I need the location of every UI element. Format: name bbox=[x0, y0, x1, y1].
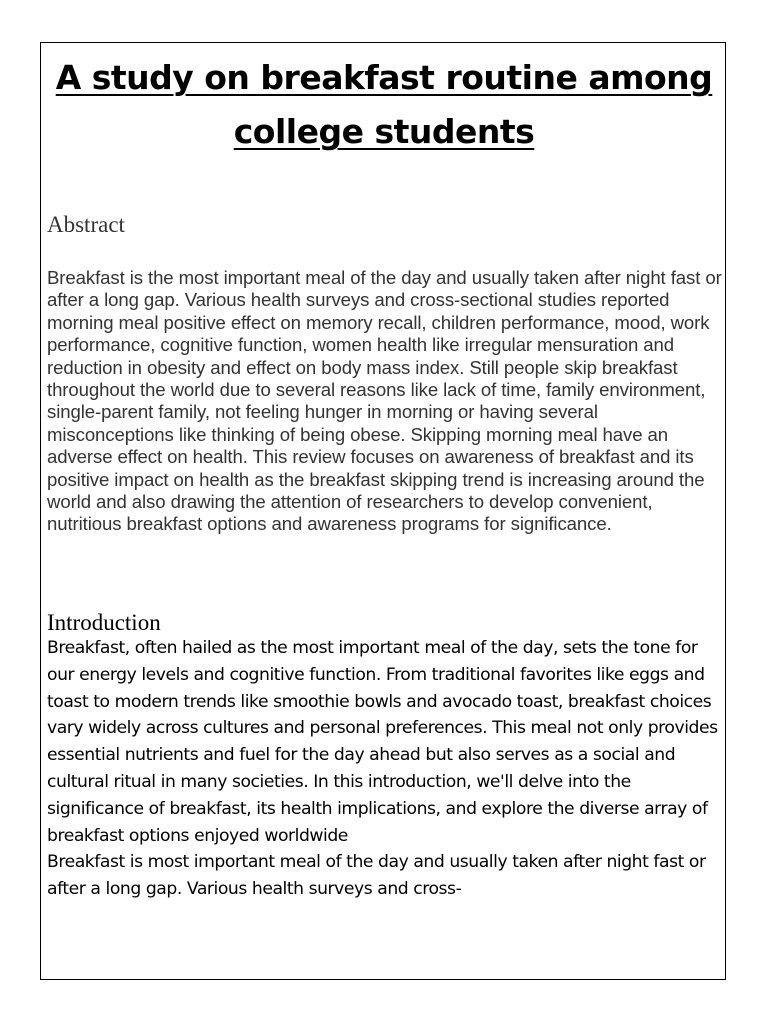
introduction-body bbox=[47, 635, 725, 903]
abstract-heading: Abstract bbox=[47, 212, 125, 237]
introduction-paragraph: Breakfast, often hailed as the most important meal of the day, sets the tone for our energy levels and cognitive function. From traditional favorites like eggs and toast to modern trends like smoothie bowls and avocado toast, breakfast choices vary widely across cultures and personal preferences. This meal not only provides essential nutrients and fuel for the day ahead but also serves as a social and cultural ritual in many societies. In this introduction, we'll delve into the significance of breakfast, its health implications, and explore the diverse array of breakfast options enjoyed worldwide bbox=[47, 638, 718, 846]
abstract-text: Breakfast is the most important meal of the day and usually taken after night fast or after a long gap. Various health surveys and cross-sectional studies reported morning meal positive effect on memory recall, children performance, mood, work performance, cognitive function, women health like irregular mensuration and reduction in obesity and effect on body mass index. Still people skip breakfast throughout the world due to several reasons like lack of time, family environment, single-parent family, not feeling hunger in morning or having several misconceptions like thinking of being obese. Skipping morning meal have an adverse effect on health. This review focuses on awareness of breakfast and its positive impact on health as the breakfast skipping trend is increasing around the world and also drawing the attention of researchers to develop convenient, nutritious breakfast options and awareness programs for significance. bbox=[47, 267, 722, 535]
document-page bbox=[40, 42, 726, 980]
document-title: A study on breakfast routine among college students bbox=[55, 58, 713, 151]
introduction-heading: Introduction bbox=[47, 610, 161, 635]
introduction-paragraph: Breakfast is most important meal of the day and usually taken after night fast or after a long gap. Various health surveys and cross- bbox=[47, 852, 706, 900]
